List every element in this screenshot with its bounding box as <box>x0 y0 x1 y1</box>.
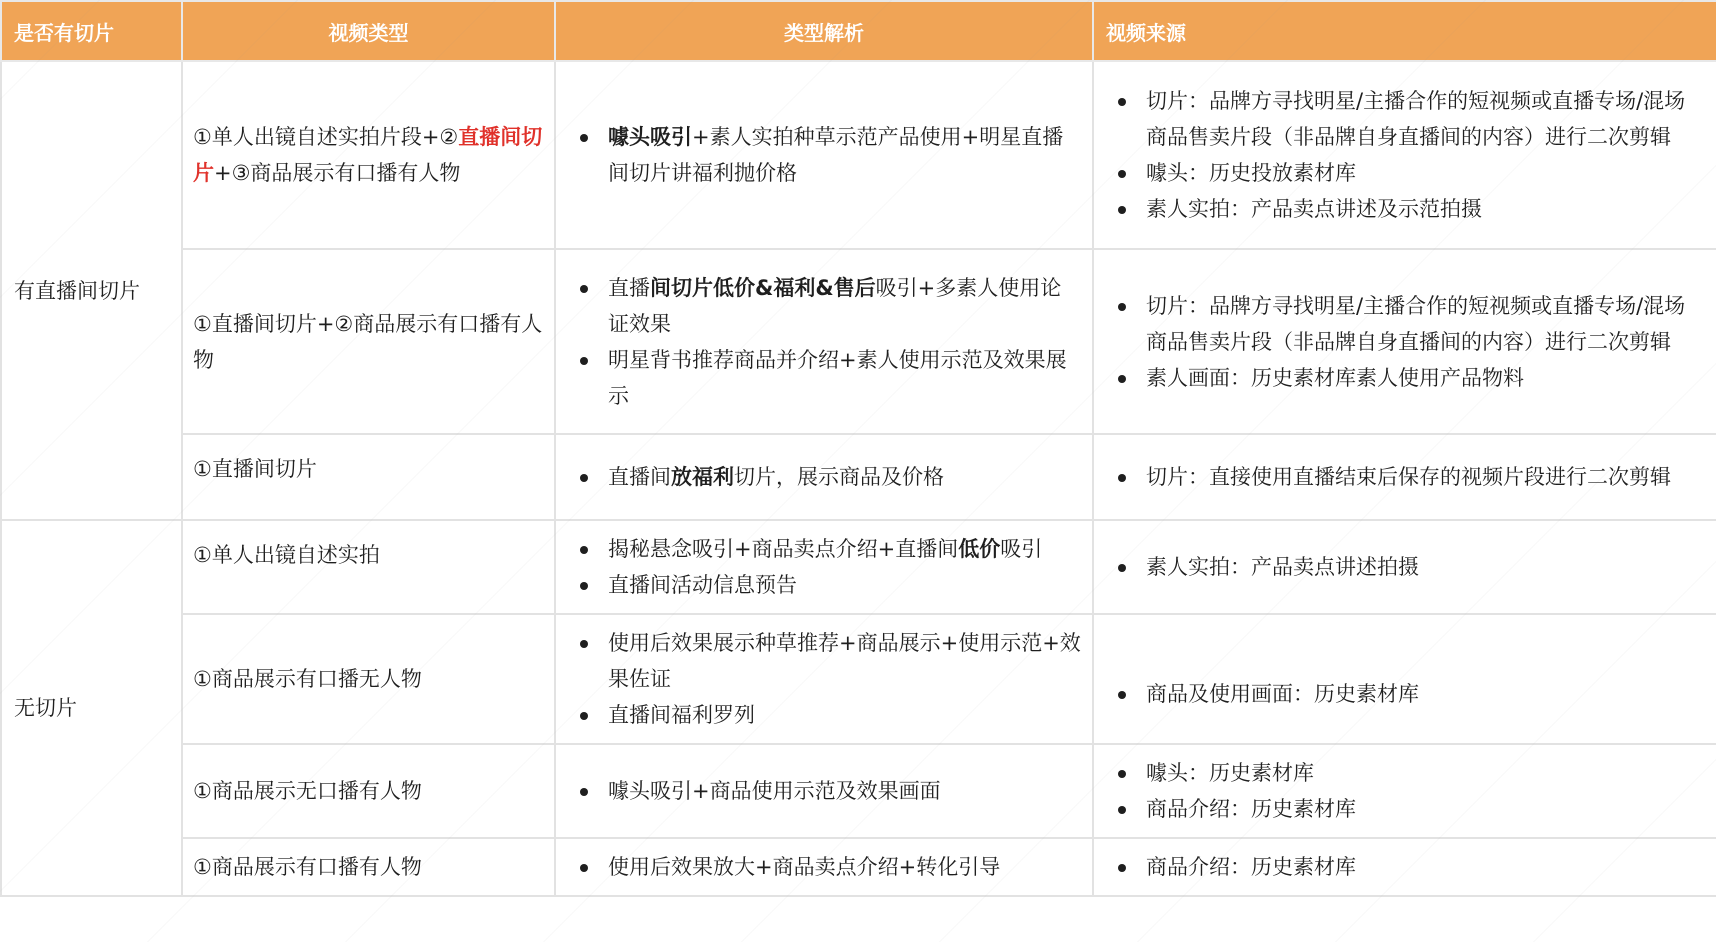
analysis-item: 噱头吸引+素人实拍种草示范产品使用+明星直播间切片讲福利抛价格 <box>594 119 1082 191</box>
table-row <box>1 434 1716 520</box>
table-row <box>1 249 1716 434</box>
group-label-live-clip: 有直播间切片 <box>1 61 182 520</box>
source-item: 切片：品牌方寻找明星/主播合作的短视频或直播专场/混场商品售卖片段（非品牌自身直播间的内容）进行二次剪辑 <box>1132 83 1706 155</box>
analysis-item: 揭秘悬念吸引+商品卖点介绍+直播间低价吸引 <box>594 531 1082 567</box>
source-cell <box>1093 614 1716 744</box>
video-type-cell: ①商品展示无口播有人物 <box>182 744 555 838</box>
analysis-cell <box>555 744 1093 838</box>
analysis-item: 直播间活动信息预告 <box>594 567 1082 603</box>
source-item: 噱头：历史素材库 <box>1132 755 1706 791</box>
video-type-cell: ①单人出镜自述实拍 <box>182 520 555 614</box>
video-type-cell: ①直播间切片 <box>182 434 555 520</box>
source-cell <box>1093 249 1716 434</box>
source-item: 切片：品牌方寻找明星/主播合作的短视频或直播专场/混场商品售卖片段（非品牌自身直播间的内容）进行二次剪辑 <box>1132 288 1706 360</box>
video-type-cell <box>182 61 555 249</box>
table-row <box>1 614 1716 744</box>
source-cell <box>1093 61 1716 249</box>
video-type-cell: ①直播间切片+②商品展示有口播有人物 <box>182 249 555 434</box>
analysis-cell <box>555 61 1093 249</box>
analysis-item: 使用后效果展示种草推荐+商品展示+使用示范+效果佐证 <box>594 625 1082 697</box>
analysis-item: 明星背书推荐商品并介绍+素人使用示范及效果展示 <box>594 342 1082 414</box>
group-label-no-clip: 无切片 <box>1 520 182 896</box>
video-type-text: ①单人出镜自述实拍片段+② <box>193 125 459 149</box>
source-cell <box>1093 520 1716 614</box>
header-has-clip: 是否有切片 <box>1 1 182 61</box>
source-item: 商品及使用画面：历史素材库 <box>1132 676 1706 712</box>
analysis-item: 直播间放福利切片，展示商品及价格 <box>594 459 1082 495</box>
source-item: 噱头：历史投放素材库 <box>1132 155 1706 191</box>
analysis-cell <box>555 249 1093 434</box>
source-item: 素人实拍：产品卖点讲述拍摄 <box>1132 549 1706 585</box>
video-type-cell: ①商品展示有口播有人物 <box>182 838 555 896</box>
header-row <box>1 1 1716 61</box>
table-row <box>1 744 1716 838</box>
header-video-type: 视频类型 <box>182 1 555 61</box>
analysis-cell <box>555 614 1093 744</box>
header-type-analysis: 类型解析 <box>555 1 1093 61</box>
source-cell <box>1093 838 1716 896</box>
analysis-item: 噱头吸引+商品使用示范及效果画面 <box>594 773 1082 809</box>
source-cell <box>1093 434 1716 520</box>
video-type-text: +③商品展示有口播有人物 <box>214 161 461 185</box>
highlight-live-clip: 直播间切片 <box>193 125 543 185</box>
header-video-source: 视频来源 <box>1093 1 1716 61</box>
table-row <box>1 61 1716 249</box>
source-cell <box>1093 744 1716 838</box>
table-row <box>1 838 1716 896</box>
video-type-cell: ①商品展示有口播无人物 <box>182 614 555 744</box>
source-item: 商品介绍：历史素材库 <box>1132 791 1706 827</box>
analysis-item: 直播间福利罗列 <box>594 697 1082 733</box>
analysis-cell <box>555 520 1093 614</box>
source-item: 素人实拍：产品卖点讲述及示范拍摄 <box>1132 191 1706 227</box>
analysis-cell <box>555 434 1093 520</box>
analysis-cell <box>555 838 1093 896</box>
table-row <box>1 520 1716 614</box>
source-item: 切片：直接使用直播结束后保存的视频片段进行二次剪辑 <box>1132 459 1706 495</box>
source-item: 商品介绍：历史素材库 <box>1132 849 1706 885</box>
analysis-item: 使用后效果放大+商品卖点介绍+转化引导 <box>594 849 1082 885</box>
source-item: 素人画面：历史素材库素人使用产品物料 <box>1132 360 1706 396</box>
analysis-item: 直播间切片低价&福利&售后吸引+多素人使用论证效果 <box>594 270 1082 342</box>
